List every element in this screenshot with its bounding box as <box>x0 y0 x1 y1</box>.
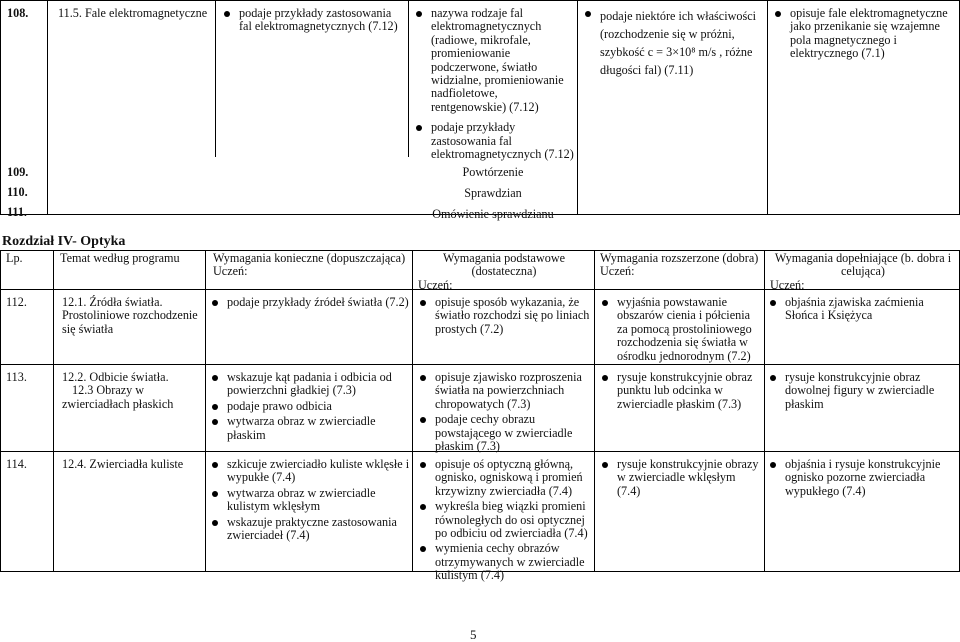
header-temat: Temat według programu <box>60 251 180 265</box>
lp-108: 108. <box>7 6 29 20</box>
konieczne-108 <box>222 7 404 34</box>
konieczne-112 <box>210 296 410 309</box>
temat-113 <box>62 371 204 411</box>
list-item: rysuje konstrukcyjnie obraz punktu lub odcinka w zwierciadle płaskim (7.3) <box>600 371 760 411</box>
test-line: Sprawdzian <box>464 186 522 200</box>
podstawowe-112 <box>418 296 590 336</box>
list-item: podaje cechy obrazu powstającego w zwierciadle płaskim (7.3) <box>418 413 590 453</box>
list-item: opisuje fale elektromagnetyczne jako przenikanie się wzajemne pola magnetycznego i elektrycznego (7.1) <box>773 7 953 61</box>
header-rozszerzone-title: Wymagania rozszerzone (dobra) <box>600 251 759 265</box>
list-item: opisuje sposób wykazania, że światło rozchodzi się po liniach prostych (7.2) <box>418 296 590 336</box>
header-rozszerzone <box>600 252 762 279</box>
list-item: wymienia cechy obrazów otrzymywanych w zwierciadle kulistym (7.4) <box>418 542 590 582</box>
header-dopelniajace-sub: Uczeń: <box>770 277 805 292</box>
rule <box>412 250 413 572</box>
rule <box>0 0 960 1</box>
rule <box>0 364 960 365</box>
rule <box>0 250 1 572</box>
page-number: 5 <box>470 627 477 642</box>
rozszerzone-112 <box>600 296 760 363</box>
rule <box>53 250 54 572</box>
rule <box>767 0 768 214</box>
header-podstawowe-sub: Uczeń: <box>418 277 453 292</box>
rozszerzone-114 <box>600 458 760 498</box>
test-review-line: Omówienie sprawdzianu <box>432 207 554 221</box>
list-item: wyjaśnia powstawanie obszarów cienia i półcienia za pomocą prostoliniowego rozchodzenia się światła w ośrodku jednorodnym (7.2) <box>600 296 760 363</box>
list-item: wytwarza obraz w zwierciadle płaskim <box>210 415 410 442</box>
podstawowe-113 <box>418 371 590 453</box>
konieczne-113 <box>210 371 410 442</box>
list-item: opisuje zjawisko rozproszenia światła na powierzchniach chropowatych (7.3) <box>418 371 590 411</box>
review-block <box>408 162 578 225</box>
list-item: podaje przykłady zastosowania fal elektromagnetycznych (7.12) <box>222 7 404 34</box>
podstawowe-114 <box>418 458 590 583</box>
list-item: podaje prawo odbicia <box>210 400 410 413</box>
lp-113: 113. <box>6 370 27 384</box>
list-item: wykreśla bieg wiązki promieni równoległych do osi optycznej po odbiciu od zwierciadła (7.4) <box>418 500 590 540</box>
lp-109 <box>7 162 28 222</box>
header-konieczne-sub: Uczeń: <box>213 264 248 279</box>
rule <box>215 0 216 157</box>
rule <box>47 0 48 214</box>
lp-111-label: 111. <box>7 205 27 219</box>
dostateczna-108 <box>414 7 574 161</box>
list-item: opisuje oś optyczną główną, ognisko, ogniskową i promień krzywizny zwierciadła (7.4) <box>418 458 590 498</box>
header-podstawowe <box>418 252 590 292</box>
rozszerzone-113 <box>600 371 760 411</box>
lp-112: 112. <box>6 295 27 309</box>
temat-114: 12.4. Zwierciadła kuliste <box>62 457 184 471</box>
konieczne-114 <box>210 458 410 542</box>
dopelniajace-114 <box>768 458 956 498</box>
list-item: podaje przykłady źródeł światła (7.2) <box>210 296 410 309</box>
rule <box>205 250 206 572</box>
temat-113-line1: 12.2. Odbicie światła. <box>62 370 169 384</box>
header-dopelniajace-title: Wymagania dopełniające (b. dobra i celująca) <box>774 251 952 279</box>
list-item: podaje przykłady zastosowania fal elektromagnetycznych (7.12) <box>414 121 574 161</box>
lp-109-label: 109. <box>7 165 29 179</box>
list-item: objaśnia zjawiska zaćmienia Słońca i Księżyca <box>768 296 956 323</box>
lp-114: 114. <box>6 457 27 471</box>
list-item: nazywa rodzaje fal elektromagnetycznych (radiowe, mikrofale, promieniowanie podczerwone, światło widzialne, promieniowanie nadfioletowe, rentgenowskie) (7.12) <box>414 7 574 114</box>
header-konieczne <box>213 252 408 279</box>
section-title: Rozdział IV- Optyka <box>2 234 126 249</box>
list-item: podaje niektóre ich właściwości (rozchodzenie się w próżni, szybkość c = 3×10⁸ m/s , różne długości fal) (7.11) <box>583 7 763 79</box>
header-dopelniajace <box>770 252 956 292</box>
topic-108: 11.5. Fale elektromagnetyczne <box>58 6 208 20</box>
header-lp: Lp. <box>6 251 23 265</box>
temat-112 <box>62 296 202 336</box>
header-rozszerzone-sub: Uczeń: <box>600 264 635 279</box>
lp-110-label: 110. <box>7 185 28 199</box>
rule <box>764 250 765 572</box>
list-item: wytwarza obraz w zwierciadle kulistym wklęsłym <box>210 487 410 514</box>
review-line: Powtórzenie <box>462 165 524 179</box>
list-item: szkicuje zwierciadło kuliste wklęsłe i wypukłe (7.4) <box>210 458 410 485</box>
temat-112-line2: Prostoliniowe rozchodzenie się światła <box>62 308 198 336</box>
list-item: rysuje konstrukcyjnie obrazy w zwierciadle wklęsłym (7.4) <box>600 458 760 498</box>
list-item: objaśnia i rysuje konstrukcyjnie ognisko pozorne zwierciadła wypukłego (7.4) <box>768 458 956 498</box>
temat-112-line1: 12.1. Źródła światła. <box>62 295 163 309</box>
dopelniajace-113 <box>768 371 956 411</box>
header-konieczne-title: Wymagania konieczne (dopuszczająca) <box>213 251 406 265</box>
list-item: wskazuje praktyczne zastosowania zwierciadeł (7.4) <box>210 516 410 543</box>
temat-113-line2: 12.3 Obrazy w zwierciadłach płaskich <box>62 383 174 411</box>
dopelniajace-108 <box>773 7 953 61</box>
header-podstawowe-title: Wymagania podstawowe (dostateczna) <box>442 251 566 279</box>
rule <box>408 0 409 157</box>
list-item: rysuje konstrukcyjnie obraz dowolnej figury w zwierciadle płaskim <box>768 371 956 411</box>
rule <box>0 0 1 214</box>
list-item: wskazuje kąt padania i odbicia od powierzchni gładkiej (7.3) <box>210 371 410 398</box>
rozszerzone-108 <box>583 7 763 79</box>
rule <box>594 250 595 572</box>
dopelniajace-112 <box>768 296 956 323</box>
